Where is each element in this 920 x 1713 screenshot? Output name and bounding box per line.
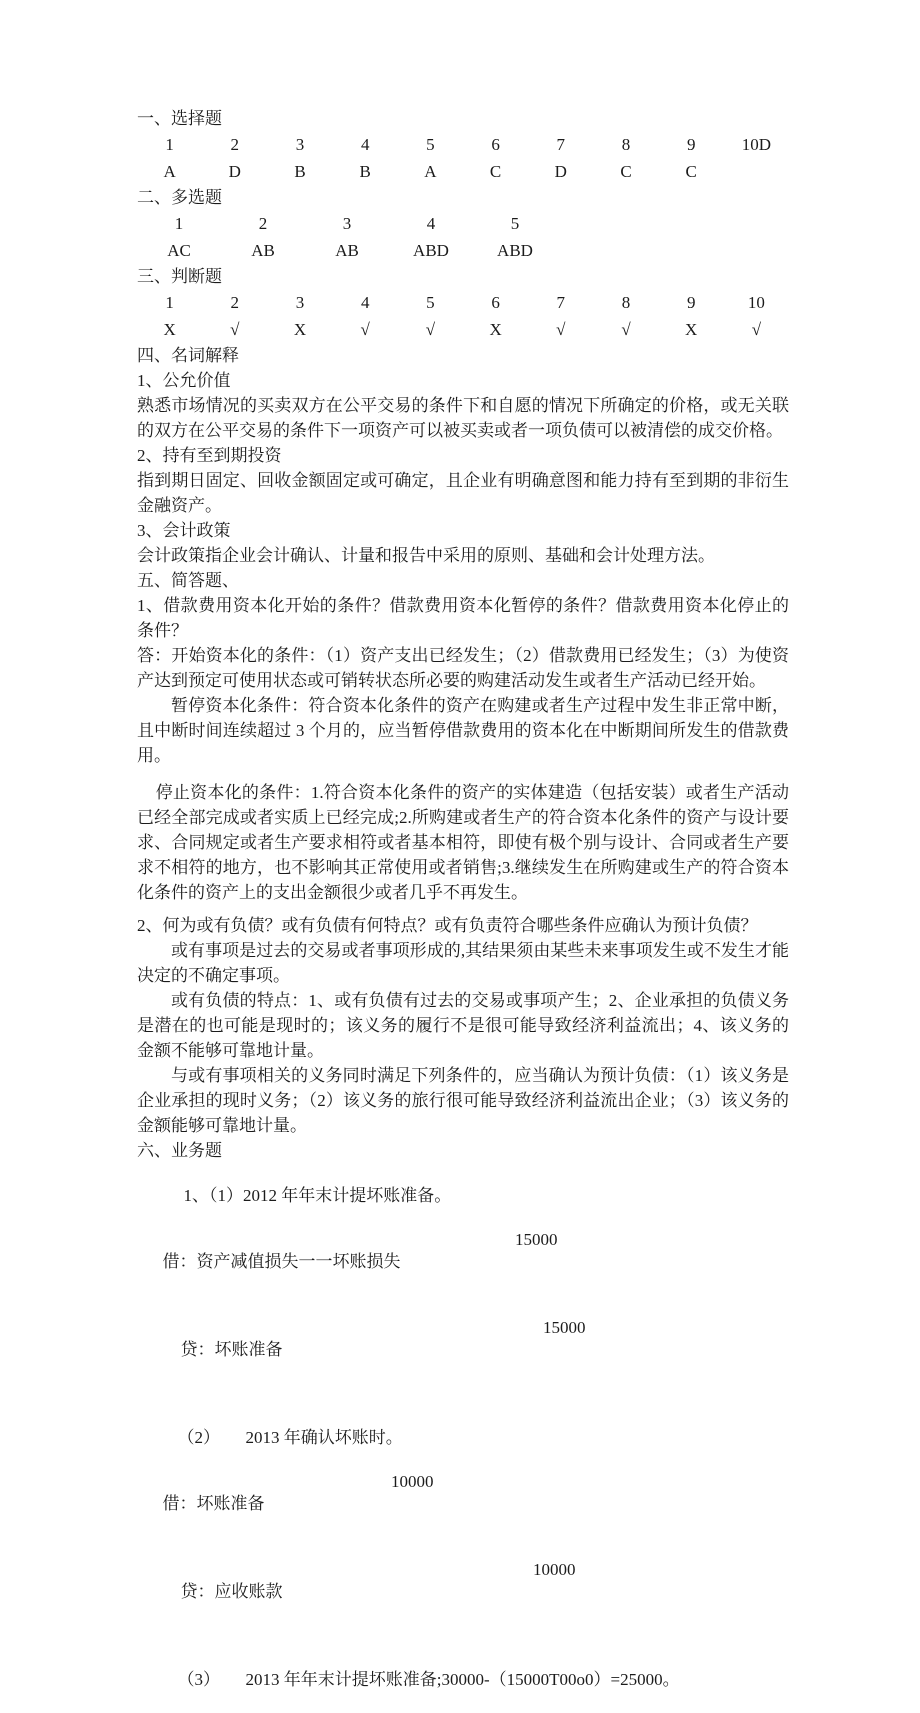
choice-answers-row xyxy=(137,158,789,185)
table-cell: 1 xyxy=(174,214,184,233)
journal-text: 贷：坏账准备 xyxy=(180,1340,283,1359)
term-title: 3、会计政策 xyxy=(137,521,231,540)
table-cell: 7 xyxy=(556,135,566,154)
short-answer-2-paragraph: 与或有事项相关的义务同时满足下列条件的，应当确认为预计负债：（1）该义务是企业承担的现时义务；（2）该义务的旅行很可能导致经济利益流出企业；（3）该义务的金额能够可靠地计量。 xyxy=(137,1066,789,1135)
table-cell: 5 xyxy=(510,214,520,233)
table-cell: 5 xyxy=(426,135,435,154)
table-cell: 8 xyxy=(621,293,631,312)
table-cell: 2 xyxy=(230,135,240,154)
table-cell: 7 xyxy=(556,293,566,312)
table-cell: √ xyxy=(230,320,240,339)
multi-numbers-row xyxy=(137,210,789,237)
short-answer-1-paragraph: 暂停资本化条件：符合资本化条件的资产在购建或者生产过程中发生非正常中断，且中断时间连续超过 3 个月的，应当暂停借款费用的资本化在中断期间所发生的借款费用。 xyxy=(137,696,789,765)
journal-line-debit xyxy=(137,1471,789,1559)
table-cell: C xyxy=(489,162,502,181)
table-cell: √ xyxy=(360,320,370,339)
table-cell: C xyxy=(620,162,632,181)
short-question-1: 1、借款费用资本化开始的条件？借款费用资本化暂停的条件？借款费用资本化停止的条件？ xyxy=(137,596,789,640)
table-cell: √ xyxy=(751,320,762,339)
journal-text: （2） 2013 年确认坏账时。 xyxy=(177,1428,403,1447)
table-cell: 2 xyxy=(258,214,268,233)
short-question-2: 2、何为或有负债？或有负债有何特点？或有负责符合哪些条件应确认为预计负债？ xyxy=(137,916,758,935)
short-answer-1-paragraph: 停止资本化的条件：1.符合资本化条件的资产的实体建造（包括安装）或者生产活动已经全部完成或者实质上已经完成;2.所购建或者生产的符合资本化条件的资产与设计要求、合同规定或者生产要求相符或者基本相符，即使有极个别与设计、合同或者生产要求不相符的地方，也不影响其正常使用或者销售;3.继续发生在所购建或生产的符合资本化条件的资产上的支出金额很少或者几乎不再发生。 xyxy=(137,783,789,902)
table-cell: 10D xyxy=(741,135,772,154)
journal-text: 借：坏账准备 xyxy=(162,1494,265,1513)
table-cell: 5 xyxy=(426,293,435,312)
journal-line-credit xyxy=(137,1559,789,1647)
table-cell: A xyxy=(424,162,437,181)
section-heading-multi: 二、多选题 xyxy=(137,188,222,207)
journal-line xyxy=(137,1647,789,1713)
section-heading-business: 六、业务题 xyxy=(137,1141,222,1160)
table-cell: C xyxy=(685,162,697,181)
short-answer-1-paragraph: 答：开始资本化的条件：（1）资产支出已经发生；（2）借款费用已经发生；（3）为使资产达到预定可使用状态或可销转状态所必要的购建活动发生或者生产活动已经开始。 xyxy=(137,646,789,690)
term-title: 1、公允价值 xyxy=(137,371,231,390)
table-cell: 3 xyxy=(295,293,305,312)
table-cell: B xyxy=(359,162,371,181)
table-cell: AC xyxy=(167,241,191,260)
table-cell: 6 xyxy=(491,135,500,154)
choice-numbers-row xyxy=(137,131,789,158)
table-cell: AB xyxy=(335,241,359,260)
term-title: 2、持有至到期投资 xyxy=(137,446,282,465)
judge-numbers-row xyxy=(137,289,789,316)
section-heading-choice: 一、选择题 xyxy=(137,109,222,128)
table-cell: 4 xyxy=(360,293,370,312)
table-cell: D xyxy=(554,162,567,181)
table-cell: X xyxy=(489,320,502,339)
table-cell: 9 xyxy=(686,293,696,312)
journal-text: 借：资产减值损失一一坏账损失 xyxy=(162,1252,401,1271)
table-cell: 2 xyxy=(230,293,240,312)
section-heading-short-answer: 五、简答题、 xyxy=(137,571,239,590)
table-cell: 1 xyxy=(165,293,174,312)
table-cell: √ xyxy=(425,320,436,339)
table-cell: 10 xyxy=(747,293,765,312)
journal-amount: 10000 xyxy=(533,1560,576,1579)
table-cell xyxy=(724,158,789,185)
table-cell: ABD xyxy=(497,241,533,260)
journal-text: 贷：应收账款 xyxy=(180,1582,283,1601)
table-cell: AB xyxy=(251,241,275,260)
journal-line xyxy=(137,1163,789,1229)
table-cell: X xyxy=(685,320,698,339)
multi-answers-row xyxy=(137,237,789,264)
table-cell: X xyxy=(163,320,176,339)
document-content xyxy=(137,106,789,1713)
journal-text: 1、（1）2012 年年末计提坏账准备。 xyxy=(183,1186,452,1205)
term-definition: 会计政策指企业会计确认、计量和报告中采用的原则、基础和会计处理方法。 xyxy=(137,546,715,565)
table-cell: B xyxy=(294,162,306,181)
table-cell: √ xyxy=(556,320,566,339)
section-heading-terms: 四、名词解释 xyxy=(137,346,239,365)
table-cell: √ xyxy=(621,320,631,339)
journal-line-credit xyxy=(137,1317,789,1405)
table-cell: X xyxy=(293,320,307,339)
table-cell: 3 xyxy=(295,135,305,154)
section-heading-judge: 三、判断题 xyxy=(137,267,222,286)
journal-line xyxy=(137,1405,789,1471)
table-cell: 6 xyxy=(491,293,500,312)
term-definition: 指到期日固定、回收金额固定或可确定，且企业有明确意图和能力持有至到期的非衍生金融资产。 xyxy=(137,471,789,515)
table-cell: D xyxy=(228,162,241,181)
table-cell: 1 xyxy=(165,135,174,154)
journal-amount: 15000 xyxy=(543,1318,586,1337)
table-cell: 4 xyxy=(426,214,436,233)
short-answer-2-paragraph: 或有事项是过去的交易或者事项形成的,其结果须由某些未来事项发生或不发生才能决定的不确定事项。 xyxy=(137,941,789,985)
judge-answers-row xyxy=(137,316,789,343)
table-cell: A xyxy=(163,162,176,181)
journal-line-debit xyxy=(137,1229,789,1317)
journal-text: （3） 2013 年年末计提坏账准备;30000-（15000T00o0）=25000。 xyxy=(177,1670,680,1689)
table-cell: ABD xyxy=(413,241,449,260)
journal-amount: 10000 xyxy=(391,1472,434,1491)
table-cell: 9 xyxy=(686,135,696,154)
term-definition: 熟悉市场情况的买卖双方在公平交易的条件下和自愿的情况下所确定的价格，或无关联的双方在公平交易的条件下一项资产可以被买卖或者一项负债可以被清偿的成交价格。 xyxy=(137,396,789,440)
journal-amount: 15000 xyxy=(515,1230,558,1249)
short-answer-2-paragraph: 或有负债的特点：1、或有负债有过去的交易或事项产生；2、企业承担的负债义务是潜在的也可能是现时的；该义务的履行不是很可能导致经济利益流出；4、该义务的金额不能够可靠地计量。 xyxy=(137,991,789,1060)
table-cell: 3 xyxy=(342,214,352,233)
table-cell: 8 xyxy=(621,135,631,154)
table-cell: 4 xyxy=(360,135,370,154)
